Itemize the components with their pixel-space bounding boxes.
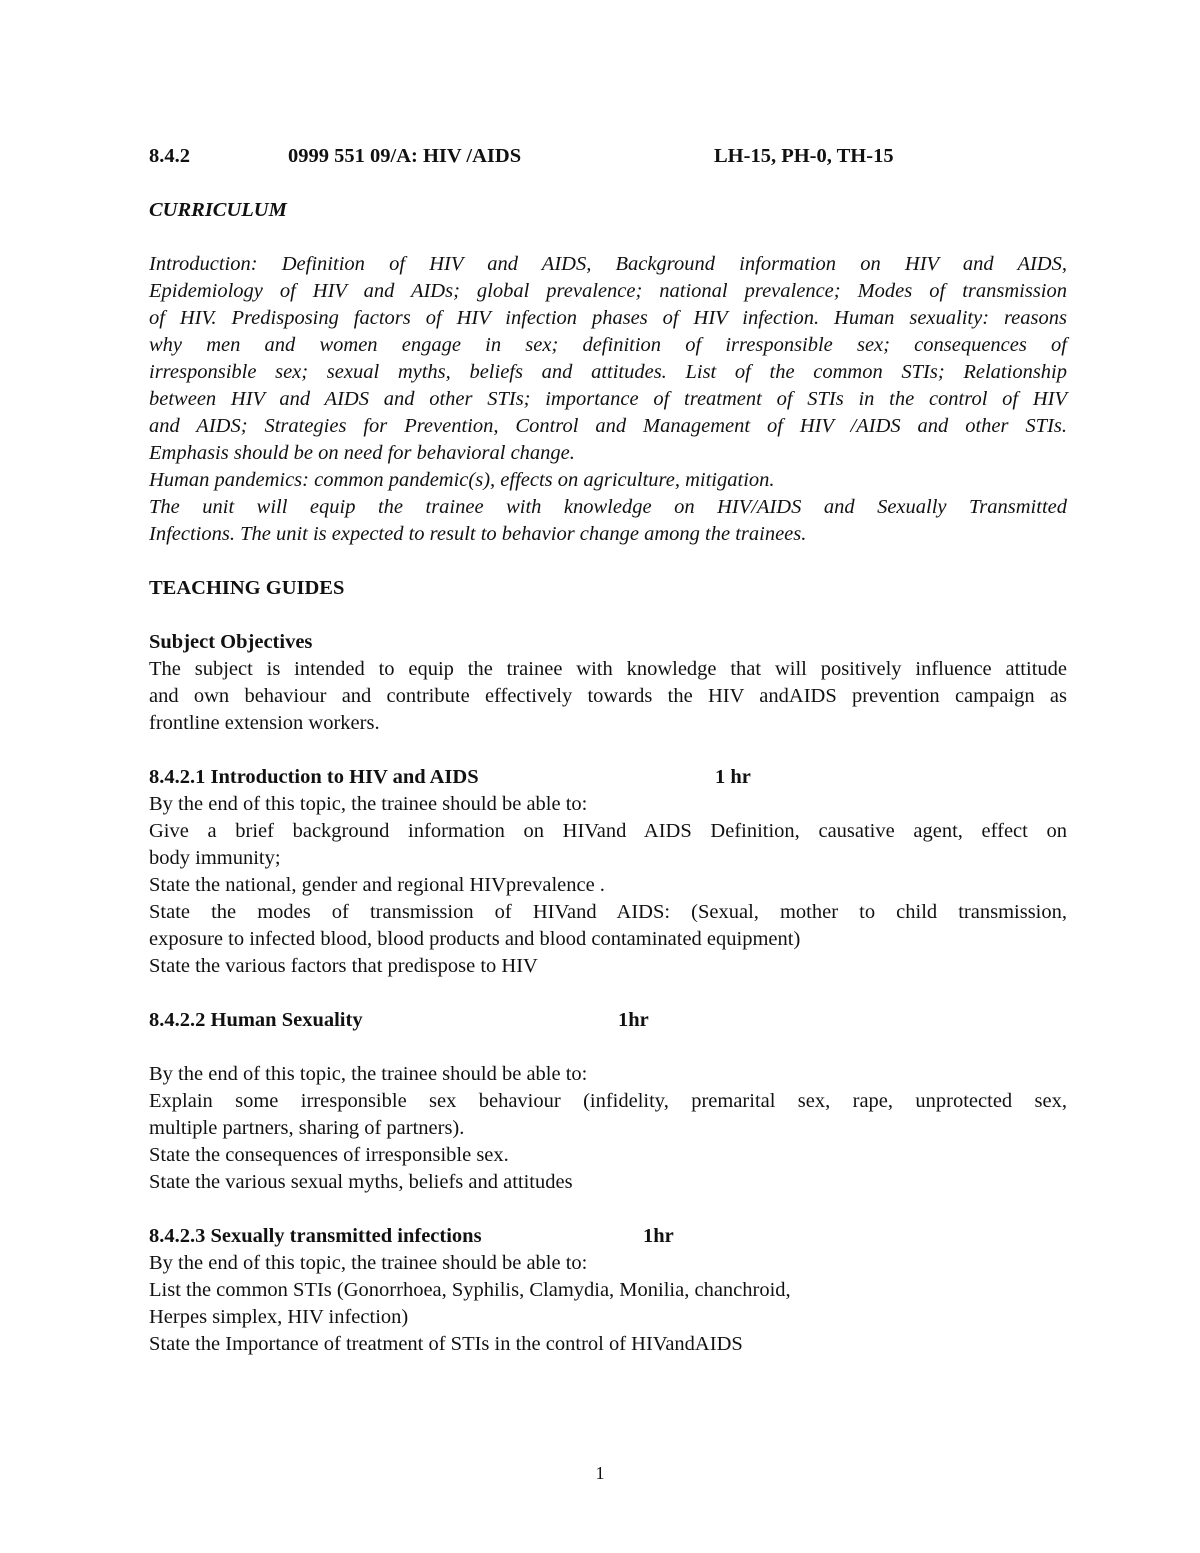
curriculum-line: Emphasis should be on need for behavioral change. xyxy=(149,442,575,464)
topic-line: Give a brief background information on HIVand AIDS Definition, causative agent, effect on xyxy=(149,820,1067,842)
topic-line: By the end of this topic, the trainee should be able to: xyxy=(149,1063,588,1085)
topic-title: 8.4.2.3 Sexually transmitted infections xyxy=(149,1225,482,1247)
topic-body xyxy=(149,791,1067,980)
curriculum-line: irresponsible sex; sexual myths, beliefs and attitudes. List of the common STIs; Relationship xyxy=(149,361,1067,383)
unit-header xyxy=(149,143,1067,170)
topic-line: Explain some irresponsible sex behaviour (infidelity, premarital sex, rape, unprotected sex, xyxy=(149,1090,1067,1112)
objectives-line: The subject is intended to equip the trainee with knowledge that will positively influence attitude xyxy=(149,658,1067,680)
section-number: 8.4.2 xyxy=(149,145,190,167)
topic-body xyxy=(149,1250,1067,1358)
unit-code-title: 0999 551 09/A: HIV /AIDS xyxy=(288,145,522,167)
document-page xyxy=(149,143,1067,1358)
curriculum-line: why men and women engage in sex; definition of irresponsible sex; consequences of xyxy=(149,334,1067,356)
unit-hours: LH-15, PH-0, TH-15 xyxy=(714,145,894,167)
topic-line: List the common STIs (Gonorrhoea, Syphilis, Clamydia, Monilia, chanchroid, xyxy=(149,1279,791,1301)
topic-line: State the various factors that predispose to HIV xyxy=(149,955,538,977)
topic-heading xyxy=(149,764,1067,791)
curriculum-line: of HIV. Predisposing factors of HIV infection phases of HIV infection. Human sexuality: reasons xyxy=(149,307,1067,329)
topic-line: State the consequences of irresponsible sex. xyxy=(149,1144,509,1166)
curriculum-line: Epidemiology of HIV and AIDs; global prevalence; national prevalence; Modes of transmission xyxy=(149,280,1067,302)
topic-line: Herpes simplex, HIV infection) xyxy=(149,1306,409,1328)
topic-line: exposure to infected blood, blood products and blood contaminated equipment) xyxy=(149,928,801,950)
subject-objectives-heading: Subject Objectives xyxy=(149,631,313,653)
curriculum-line: and AIDS; Strategies for Prevention, Control and Management of HIV /AIDS and other STIs. xyxy=(149,415,1067,437)
topic-body xyxy=(149,1061,1067,1196)
objectives-line: frontline extension workers. xyxy=(149,712,380,734)
topic-title: 8.4.2.1 Introduction to HIV and AIDS xyxy=(149,766,479,788)
curriculum-body xyxy=(149,251,1067,548)
topic-heading xyxy=(149,1223,1067,1250)
curriculum-line: The unit will equip the trainee with knowledge on HIV/AIDS and Sexually Transmitted xyxy=(149,496,1067,518)
curriculum-line: Infections. The unit is expected to result to behavior change among the trainees. xyxy=(149,523,807,545)
curriculum-line: Introduction: Definition of HIV and AIDS, Background information on HIV and AIDS, xyxy=(149,253,1067,275)
topic-line: State the national, gender and regional HIVprevalence . xyxy=(149,874,605,896)
teaching-guides-heading: TEACHING GUIDES xyxy=(149,577,345,599)
topic-line: State the Importance of treatment of STIs in the control of HIVandAIDS xyxy=(149,1333,743,1355)
page-number: 1 xyxy=(595,1463,605,1483)
topic-title: 8.4.2.2 Human Sexuality xyxy=(149,1009,363,1031)
topic-duration: 1hr xyxy=(618,1009,649,1031)
subject-objectives-body xyxy=(149,656,1067,737)
curriculum-line: Human pandemics: common pandemic(s), effects on agriculture, mitigation. xyxy=(149,469,775,491)
curriculum-heading: CURRICULUM xyxy=(149,199,287,221)
topic-duration: 1hr xyxy=(643,1225,674,1247)
topic-line: State the various sexual myths, beliefs and attitudes xyxy=(149,1171,573,1193)
curriculum-line: between HIV and AIDS and other STIs; importance of treatment of STIs in the control of HIV xyxy=(149,388,1067,410)
topic-line: multiple partners, sharing of partners). xyxy=(149,1117,465,1139)
topic-line: By the end of this topic, the trainee should be able to: xyxy=(149,793,588,815)
objectives-line: and own behaviour and contribute effectively towards the HIV andAIDS prevention campaign as xyxy=(149,685,1067,707)
topic-line: By the end of this topic, the trainee should be able to: xyxy=(149,1252,588,1274)
topic-line: State the modes of transmission of HIVand AIDS: (Sexual, mother to child transmission, xyxy=(149,901,1067,923)
topic-heading xyxy=(149,1007,1067,1034)
topic-duration: 1 hr xyxy=(715,766,751,788)
topic-line: body immunity; xyxy=(149,847,281,869)
